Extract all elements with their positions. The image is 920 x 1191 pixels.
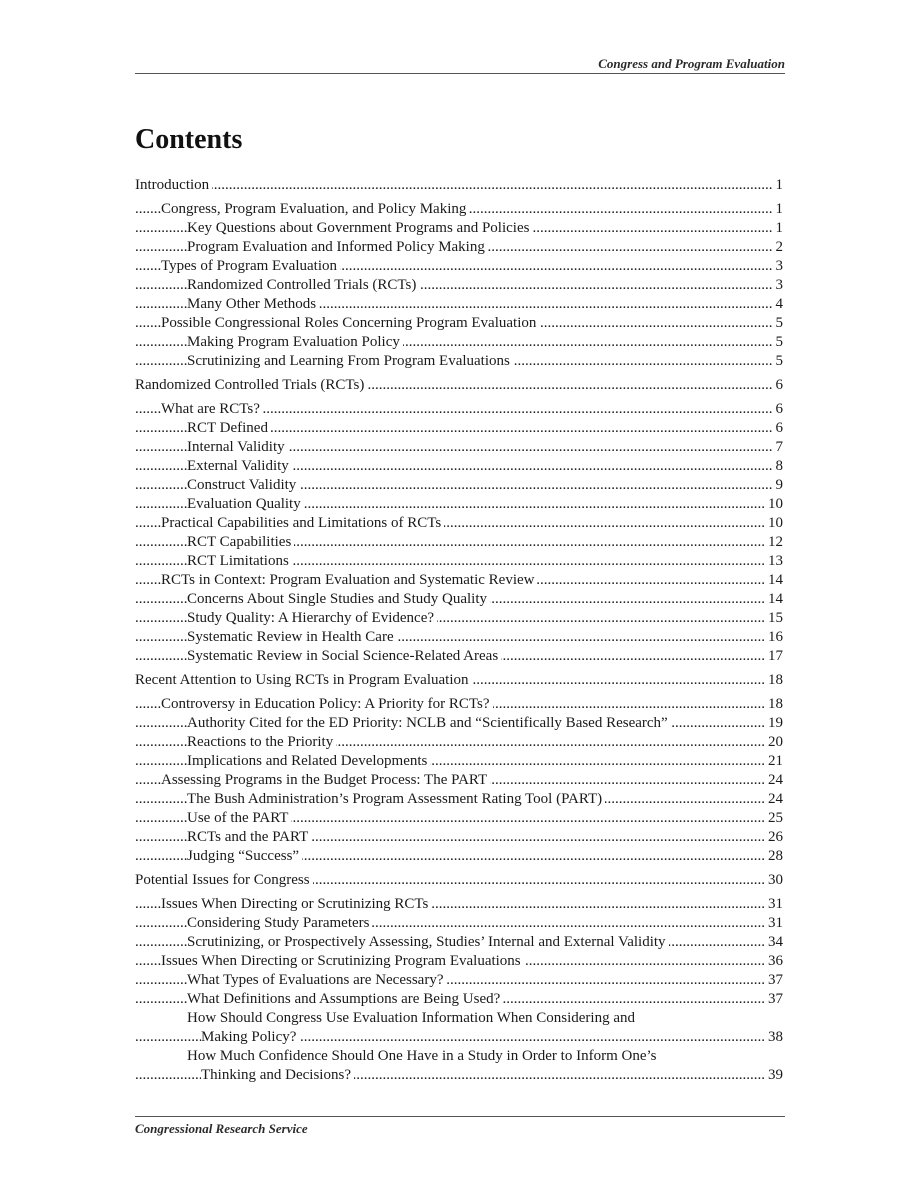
toc-entry[interactable] — [135, 495, 783, 514]
toc-entry-title: RCTs in Context: Program Evaluation and Systematic Review — [161, 572, 537, 588]
toc-entry-title: Issues When Directing or Scrutinizing RCTs — [161, 896, 431, 912]
toc-entry[interactable] — [135, 1009, 783, 1028]
toc-entry-page: 12 — [765, 533, 783, 552]
toc-entry[interactable] — [135, 352, 783, 371]
toc-entry[interactable] — [135, 847, 783, 866]
toc-entry[interactable] — [135, 809, 783, 828]
toc-entry-title: Judging “Success” — [187, 848, 302, 864]
toc-entry[interactable] — [135, 771, 783, 790]
toc-entry[interactable] — [135, 438, 783, 457]
toc-entry-page: 13 — [765, 552, 783, 571]
toc-entry-title: The Bush Administration’s Program Assessment Rating Tool (PART) — [187, 791, 605, 807]
toc-entry[interactable] — [135, 647, 783, 666]
toc-entry-title: Scrutinizing, or Prospectively Assessing, Studies’ Internal and External Validity — [187, 934, 669, 950]
toc-entry-page: 10 — [765, 514, 783, 533]
toc-entry-title: Randomized Controlled Trials (RCTs) — [187, 277, 419, 293]
toc-entry-page: 8 — [773, 457, 784, 476]
toc-entry-title: What are RCTs? — [161, 401, 263, 417]
toc-entry-title: External Validity — [187, 458, 292, 474]
toc-entry[interactable] — [135, 695, 783, 714]
toc-entry-page: 31 — [765, 914, 783, 933]
toc-entry[interactable] — [135, 871, 783, 890]
toc-entry[interactable] — [135, 333, 783, 352]
toc-entry-title: Study Quality: A Hierarchy of Evidence? — [187, 610, 437, 626]
toc-entry-title: RCT Defined — [187, 420, 271, 436]
running-footer: Congressional Research Service — [135, 1121, 308, 1136]
toc-entry-title: Introduction — [135, 177, 212, 193]
toc-entry-page: 17 — [765, 647, 783, 666]
toc-entry-page: 19 — [765, 714, 783, 733]
toc-entry[interactable] — [135, 176, 783, 195]
toc-entry[interactable] — [135, 609, 783, 628]
toc-entry-page: 38 — [765, 1028, 783, 1047]
toc-entry[interactable] — [135, 990, 783, 1009]
toc-entry-title: What Definitions and Assumptions are Being Used? — [187, 991, 503, 1007]
toc-entry[interactable] — [135, 914, 783, 933]
toc-entry[interactable] — [135, 952, 783, 971]
toc-entry-title: RCT Capabilities — [187, 534, 294, 550]
toc-entry-page: 1 — [773, 176, 784, 195]
toc-entry[interactable] — [135, 714, 783, 733]
toc-entry[interactable] — [135, 590, 783, 609]
toc-entry-title: Use of the PART — [187, 810, 291, 826]
toc-entry-page: 39 — [765, 1066, 783, 1085]
toc-entry-page: 16 — [765, 628, 783, 647]
toc-entry[interactable] — [135, 514, 783, 533]
toc-entry[interactable] — [135, 419, 783, 438]
toc-entry-page: 24 — [765, 790, 783, 809]
toc-entry-page: 2 — [773, 238, 784, 257]
page-title: Contents — [135, 124, 243, 155]
toc-entry-title: Program Evaluation and Informed Policy Making — [187, 239, 488, 255]
toc-entry[interactable] — [135, 276, 783, 295]
toc-entry-title: How Should Congress Use Evaluation Information When Considering and — [187, 1010, 635, 1026]
toc-entry-page: 28 — [765, 847, 783, 866]
toc-entry-title: Systematic Review in Social Science-Related Areas — [187, 648, 501, 664]
toc-entry-title: Possible Congressional Roles Concerning Program Evaluation — [161, 315, 539, 331]
toc-entry[interactable] — [135, 790, 783, 809]
toc-entry-title: Thinking and Decisions? — [201, 1067, 354, 1083]
toc-entry-title: Recent Attention to Using RCTs in Program Evaluation — [135, 672, 472, 688]
toc-entry-title: Assessing Programs in the Budget Process: The PART — [161, 772, 490, 788]
toc-entry-page: 21 — [765, 752, 783, 771]
toc-entry-title: Congress, Program Evaluation, and Policy Making — [161, 201, 469, 217]
toc-entry[interactable] — [135, 476, 783, 495]
toc-entry-title: Systematic Review in Health Care — [187, 629, 397, 645]
toc-entry-title: How Much Confidence Should One Have in a Study in Order to Inform One’s — [187, 1048, 657, 1064]
toc-entry-page: 14 — [765, 571, 783, 590]
toc-entry[interactable] — [135, 933, 783, 952]
footer-rule — [135, 1116, 785, 1117]
toc-entry[interactable] — [135, 200, 783, 219]
toc-entry-title: What Types of Evaluations are Necessary? — [187, 972, 447, 988]
toc-entry-page: 15 — [765, 609, 783, 628]
toc-entry[interactable] — [135, 257, 783, 276]
toc-entry-page: 3 — [773, 276, 784, 295]
toc-entry-page: 6 — [773, 400, 784, 419]
toc-entry[interactable] — [135, 671, 783, 690]
toc-entry[interactable] — [135, 828, 783, 847]
toc-entry-page: 34 — [765, 933, 783, 952]
toc-entry-page: 37 — [765, 990, 783, 1009]
toc-entry-page: 5 — [773, 314, 784, 333]
toc-entry-title: Randomized Controlled Trials (RCTs) — [135, 377, 367, 393]
toc-entry[interactable] — [135, 571, 783, 590]
toc-entry[interactable] — [135, 238, 783, 257]
toc-entry-page: 10 — [765, 495, 783, 514]
toc-entry[interactable] — [135, 1047, 783, 1066]
toc-entry-title: Evaluation Quality — [187, 496, 304, 512]
toc-entry[interactable] — [135, 219, 783, 238]
toc-entry-title: Authority Cited for the ED Priority: NCLB and “Scientifically Based Research” — [187, 715, 671, 731]
toc-entry-page: 6 — [773, 419, 784, 438]
toc-entry[interactable] — [135, 295, 783, 314]
toc-entry-title: Many Other Methods — [187, 296, 319, 312]
table-of-contents — [135, 176, 783, 1085]
toc-entry[interactable] — [135, 752, 783, 771]
toc-entry-page: 4 — [773, 295, 784, 314]
toc-entry-page: 9 — [773, 476, 784, 495]
toc-entry-title: Making Program Evaluation Policy — [187, 334, 403, 350]
toc-entry-title: Implications and Related Developments — [187, 753, 430, 769]
toc-entry-page: 25 — [765, 809, 783, 828]
running-header: Congress and Program Evaluation — [598, 56, 785, 71]
toc-entry-page: 5 — [773, 333, 784, 352]
toc-entry-title: RCT Limitations — [187, 553, 292, 569]
toc-entry-page: 20 — [765, 733, 783, 752]
toc-entry-title: Internal Validity — [187, 439, 288, 455]
toc-entry-page: 30 — [765, 871, 783, 890]
toc-entry-title: Reactions to the Priority — [187, 734, 336, 750]
toc-entry[interactable] — [135, 628, 783, 647]
toc-entry-page: 18 — [765, 671, 783, 690]
toc-entry[interactable] — [135, 971, 783, 990]
toc-entry-title: Concerns About Single Studies and Study Quality — [187, 591, 490, 607]
toc-entry[interactable] — [135, 314, 783, 333]
toc-entry[interactable] — [135, 1066, 783, 1085]
toc-entry-page: 3 — [773, 257, 784, 276]
toc-entry-title: Construct Validity — [187, 477, 299, 493]
toc-entry-page: 5 — [773, 352, 784, 371]
toc-entry[interactable] — [135, 895, 783, 914]
toc-entry-page: 18 — [765, 695, 783, 714]
toc-entry-title: Practical Capabilities and Limitations of RCTs — [161, 515, 444, 531]
toc-entry-page: 36 — [765, 952, 783, 971]
header-rule — [135, 73, 785, 74]
toc-entry-page: 1 — [773, 200, 784, 219]
toc-entry-page: 37 — [765, 971, 783, 990]
toc-entry-title: Controversy in Education Policy: A Priority for RCTs? — [161, 696, 493, 712]
toc-entry[interactable] — [135, 533, 783, 552]
toc-entry[interactable] — [135, 1028, 783, 1047]
toc-entry-title: RCTs and the PART — [187, 829, 311, 845]
toc-entry-page: 7 — [773, 438, 784, 457]
toc-entry[interactable] — [135, 733, 783, 752]
toc-entry-title: Scrutinizing and Learning From Program Evaluations — [187, 353, 513, 369]
toc-entry-title: Key Questions about Government Programs and Policies — [187, 220, 532, 236]
toc-entry-title: Making Policy? — [201, 1029, 299, 1045]
toc-entry[interactable] — [135, 457, 783, 476]
toc-entry-title: Potential Issues for Congress — [135, 872, 313, 888]
toc-entry-page: 1 — [773, 219, 784, 238]
toc-entry-page: 14 — [765, 590, 783, 609]
toc-entry-title: Considering Study Parameters — [187, 915, 372, 931]
toc-entry[interactable] — [135, 376, 783, 395]
toc-entry-page: 26 — [765, 828, 783, 847]
toc-entry[interactable] — [135, 400, 783, 419]
toc-entry-title: Issues When Directing or Scrutinizing Program Evaluations — [161, 953, 524, 969]
toc-entry[interactable] — [135, 552, 783, 571]
toc-entry-title: Types of Program Evaluation — [161, 258, 340, 274]
toc-entry-page: 6 — [773, 376, 784, 395]
toc-entry-page: 31 — [765, 895, 783, 914]
toc-entry-page: 24 — [765, 771, 783, 790]
